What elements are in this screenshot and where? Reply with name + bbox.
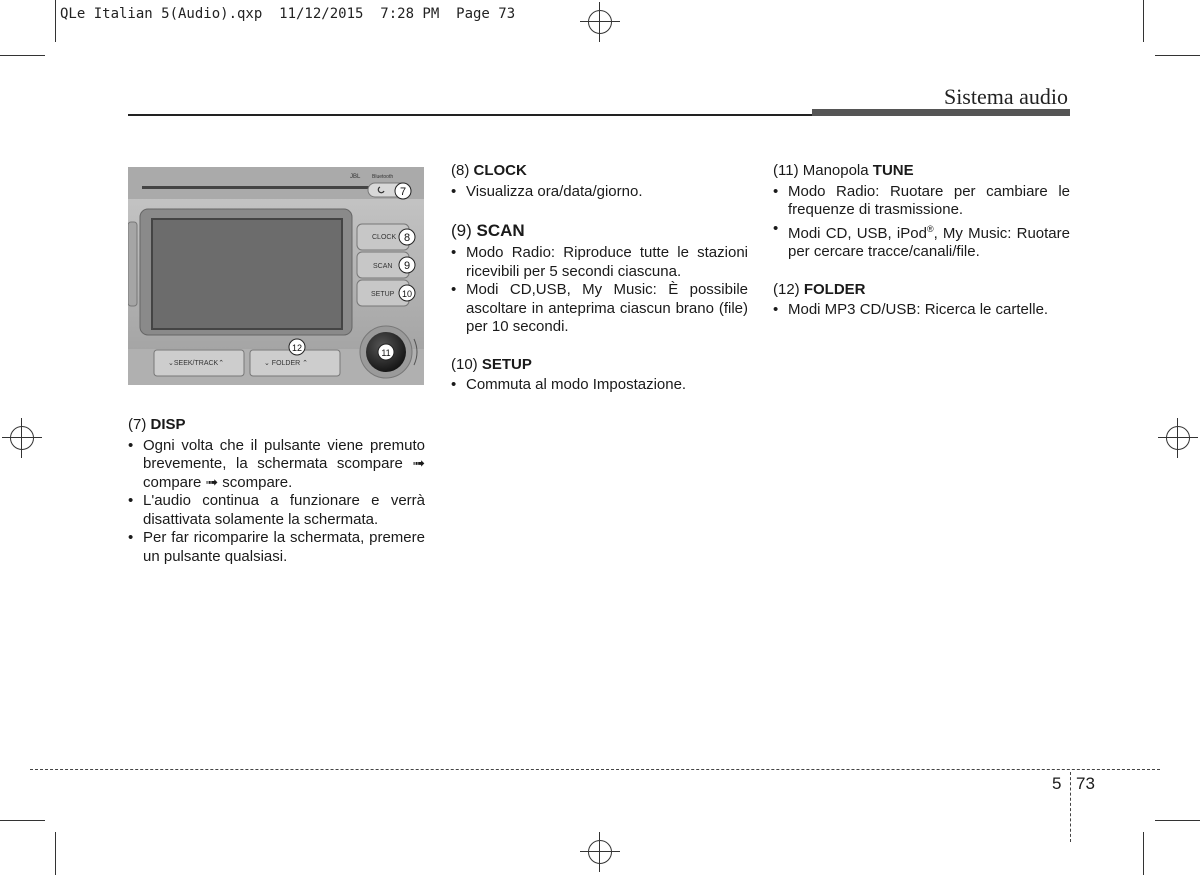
clock-heading: (8) CLOCK [451,162,527,179]
section-title: Sistema audio [943,84,1068,109]
crop-mark [1155,55,1200,56]
scan-heading: (9) SCAN [451,221,525,240]
callout-9 [399,257,415,273]
svg-text:SETUP: SETUP [371,291,395,298]
disp-bullet-3: • Per far ricomparire la schermata, premere un pulsante qualsiasi. [128,529,425,566]
footer-divider [1070,772,1071,842]
callout-12 [289,339,305,355]
tune-heading: (11) Manopola TUNE [773,162,914,179]
audio-unit-illustration [128,167,424,385]
scan-bullet-2: • Modi CD,USB, My Music: È possibile ascoltare in anteprima ciascun brano (file) per 10 secondi. [451,281,748,337]
page-number: 73 [1076,774,1095,793]
bluetooth-logo: Bluetooth [372,174,394,180]
crop-mark [1155,820,1200,821]
registration-mark-right [1158,418,1198,458]
svg-text:9: 9 [403,260,411,272]
registration-mark-left [2,418,42,458]
svg-text:⌄ FOLDER ⌃: ⌄ FOLDER ⌃ [264,360,309,367]
footer-rule [30,769,1160,770]
column-disp [128,416,425,566]
crop-mark [0,55,45,56]
crop-mark [0,820,45,821]
header-rule [128,114,812,116]
tune-bullet-1: • Modo Radio: Ruotare per cambiare le frequenze di trasmissione. [773,183,1070,220]
crop-mark [1143,0,1144,42]
jbl-logo: JBL [350,174,361,180]
registration-mark-bottom [580,832,620,872]
svg-text:7: 7 [399,186,407,198]
disp-heading: (7) DISP [128,416,186,433]
setup-bullet-1: • Commuta al modo Impostazione. [451,376,748,395]
svg-text:SCAN: SCAN [373,263,393,270]
registration-mark-top [580,2,620,42]
audio-unit-drawing [128,167,424,385]
svg-text:⌄SEEK/TRACK⌃: ⌄SEEK/TRACK⌃ [168,360,225,367]
crop-mark [55,832,56,875]
callout-10 [399,285,415,301]
svg-text:8: 8 [403,232,411,244]
folder-heading: (12) FOLDER [773,280,866,298]
svg-text:12: 12 [291,343,303,353]
setup-heading: (10) SETUP [451,355,532,373]
callout-11 [378,344,394,360]
callout-7 [395,183,411,199]
crop-mark [55,0,56,42]
tune-bullet-2: • Modi CD, USB, iPod®, My Music: Ruotare per cercare tracce/canali/file. [773,220,1070,262]
svg-text:CLOCK: CLOCK [372,234,397,241]
arrow-icon: ➟ [412,455,425,472]
print-slug: QLe Italian 5(Audio).qxp 11/12/2015 7:28 PM Page 73 [60,6,516,22]
clock-bullet-1: • Visualizza ora/data/giorno. [451,183,748,202]
disp-bullet-1: • Ogni volta che il pulsante viene premuto brevemente, la schermata scompare ➟ compare ➟ scompare. [128,437,425,493]
folder-bullet-1: • Modi MP3 CD/USB: Ricerca le cartelle. [773,301,1070,320]
header-rule-bar [812,109,1070,116]
callout-8 [399,229,415,245]
svg-text:11: 11 [381,348,391,358]
column-clock-scan-setup [451,162,748,395]
chapter-number: 5 [1052,774,1062,793]
arrow-icon: ➟ [205,473,219,491]
scan-bullet-1: • Modo Radio: Riproduce tutte le stazioni ricevibili per 5 secondi ciascuna. [451,244,748,281]
column-tune-folder [773,162,1070,320]
crop-mark [1143,832,1144,875]
display-screen [152,219,342,329]
disp-bullet-2: • L'audio continua a funzionare e verrà disattivata solamente la schermata. [128,492,425,529]
svg-text:10: 10 [401,289,413,299]
